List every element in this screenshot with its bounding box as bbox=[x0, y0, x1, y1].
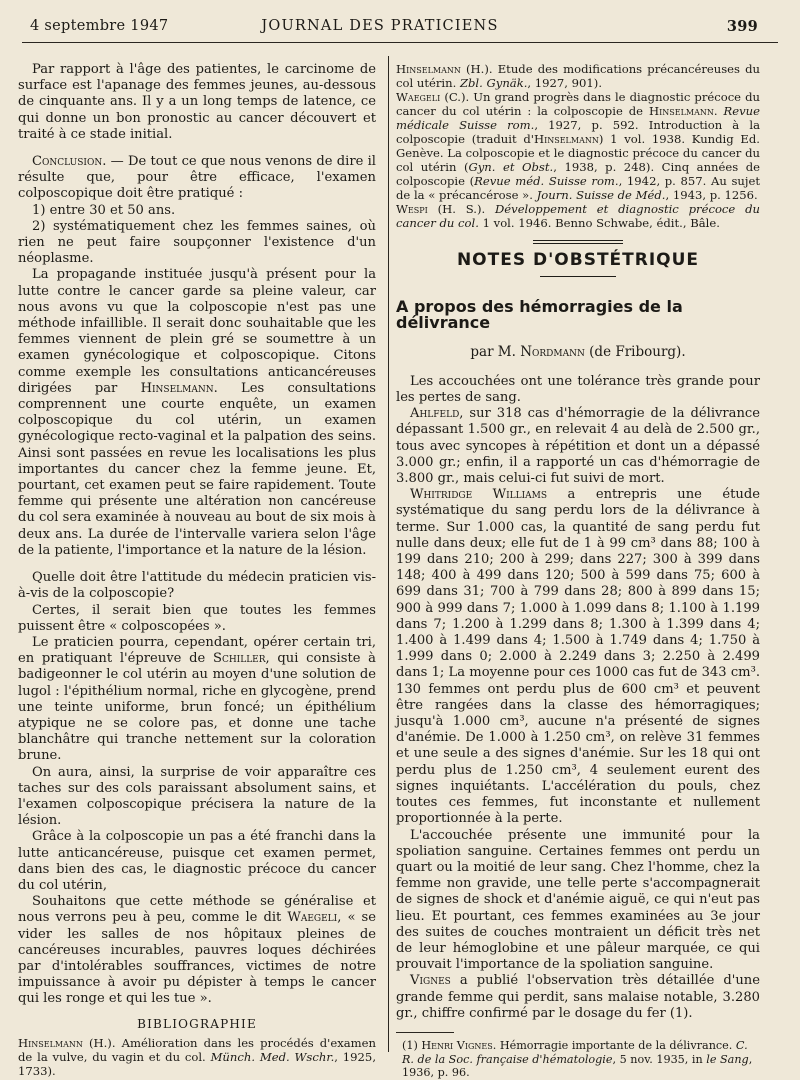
paragraph bbox=[396, 487, 760, 827]
footnote-marker: (1) bbox=[402, 1038, 422, 1052]
bib-journal: Journ. Suisse de Méd. bbox=[536, 188, 666, 202]
header-rule bbox=[22, 42, 778, 43]
text-run: , 1942, p. 857. Au sujet de la « précancérose ». bbox=[396, 174, 760, 202]
bib-author: Hinselmann bbox=[18, 1035, 83, 1050]
author-name: Ahlfeld bbox=[410, 406, 460, 422]
text-run: , 1943, p. 1256. bbox=[665, 188, 758, 202]
author-name: Nordmann bbox=[520, 343, 585, 360]
header-date: 4 septembre 1947 bbox=[30, 18, 169, 34]
author-name: Whitridge Williams bbox=[410, 487, 548, 503]
section-rule bbox=[540, 276, 616, 277]
text-run: , 1927, 901). bbox=[527, 76, 603, 90]
text-run: , 1936, p. 96. bbox=[402, 1052, 753, 1080]
bibliography-entry bbox=[6, 1036, 376, 1078]
section-heading: NOTES D'OBSTÉTRIQUE bbox=[456, 250, 700, 270]
bibliography-entry bbox=[384, 62, 760, 90]
conclusion-paragraph bbox=[18, 154, 376, 203]
header-journal-title: JOURNAL DES PRATICIENS bbox=[261, 18, 499, 34]
bib-journal: Revue méd. Suisse rom. bbox=[474, 174, 619, 188]
author-name: Schiller bbox=[212, 651, 266, 667]
paragraph: Grâce à la colposcopie un pas a été franchi dans la lutte anticancéreuse, puisque cet examen permet, dans bien des cas, le diagnostic précoce du cancer du col utérin, bbox=[18, 829, 376, 893]
conclusion-text: — De tout ce que nous venons de dire il résulte que, pour être efficace, l'examen colposcopique doit être pratiqué : bbox=[18, 154, 376, 202]
text-run: . Hémorragie importante de la délivrance. bbox=[492, 1038, 736, 1052]
text-run: . bbox=[713, 104, 724, 118]
text-run: , 1927, p. 592. Introduction à la colposcopie (traduit d' bbox=[396, 118, 760, 146]
bib-author: Hinselmann bbox=[396, 62, 461, 76]
bib-title: Développement et diagnostic précoce du cancer du col. bbox=[396, 202, 760, 230]
bib-journal: le Sang bbox=[706, 1052, 749, 1066]
paragraph bbox=[396, 406, 760, 487]
right-column bbox=[396, 62, 760, 1080]
text-run: (H.). Amélioration dans les procédés d'examen de la vulve, du vagin et du col. bbox=[18, 1035, 376, 1064]
footnote-rule bbox=[396, 1032, 454, 1033]
bib-author: Waegeli bbox=[396, 90, 441, 104]
text-run: . Les consultations comprennent une courte enquête, un examen colposcopique du col utérin, un examen gynécologique recto-vaginal et la palpation des seins. Ainsi sont passées en revue les localisations les plus importantes du cancer chez la femme jeune. Et, pourtant, cet examen peut se faire rapidement. Toute femme qui présente une altération non cancéreuse du col sera examinée à nouveau au bout de six mois à deux ans. La durée de l'intervalle variera selon l'âge de la patiente, l'importance et la nature de la lésion. bbox=[18, 380, 376, 558]
article-byline bbox=[396, 344, 760, 360]
paragraph: Certes, il serait bien que toutes les femmes puissent être « colposcopées ». bbox=[18, 602, 376, 634]
paragraph bbox=[18, 894, 376, 1007]
author-name: Hinselmann bbox=[533, 132, 599, 146]
text-run: par M. bbox=[470, 343, 521, 360]
left-column bbox=[18, 62, 376, 1078]
article-title: A propos des hémorragies de la délivrance bbox=[396, 297, 683, 333]
running-header bbox=[30, 18, 758, 40]
text-run: ) 1 vol. 1938. Kundig Ed. Genève. La colposcopie et le diagnostic précoce du cancer du col utérin ( bbox=[396, 132, 760, 174]
text-run: 1 vol. 1946. Benno Schwabe, édit., Bâle. bbox=[478, 216, 720, 230]
paragraph: On aura, ainsi, la surprise de voir apparaître ces taches sur des cols paraissant absolument sains, et l'examen colposcopique précisera la nature de la lésion. bbox=[18, 764, 376, 829]
author-name: Vignes bbox=[410, 973, 451, 989]
paragraph bbox=[396, 973, 760, 1022]
bibliography-heading: BIBLIOGRAPHIE bbox=[137, 1016, 257, 1031]
paragraph: Par rapport à l'âge des patientes, le carcinome de surface est l'apanage des femmes jeunes, au-dessous de cinquante ans. Il y a un long temps de latence, ce qui donne un bon pronostic au cancer découvert et traité à ce stade initial. bbox=[18, 62, 376, 142]
bib-journal: Zbl. Gynäk. bbox=[459, 76, 528, 90]
text-run: , 1925, 1733). bbox=[18, 1049, 376, 1078]
bibliography-entry bbox=[384, 90, 760, 202]
author-name: Hinselmann bbox=[649, 104, 714, 118]
paragraph bbox=[18, 635, 376, 765]
text-run: (H. S.). bbox=[427, 202, 495, 216]
text-run: (C.). Un grand progrès dans le diagnostic précoce du cancer du col utérin : la colposcopie de bbox=[396, 90, 760, 118]
paragraph: Quelle doit être l'attitude du médecin praticien vis-à-vis de la colposcopie? bbox=[18, 570, 376, 602]
text-run: Le praticien pourra, cependant, opérer certain tri, en pratiquant l'épreuve de bbox=[18, 634, 376, 667]
text-run: , sur 318 cas d'hémorragie de la délivrance dépassant 1.500 gr., en relevait 4 au delà de 2.500 gr., tous avec syncopes à répétition et dont un a dépassé 3.000 gr.; enfin, il a rapporté un cas d'hémorragie de 3.800 gr., mais celui-ci fut suivi de mort. bbox=[396, 406, 760, 487]
text-run: (de Fribourg). bbox=[584, 343, 686, 360]
bib-journal: Revue médicale Suisse rom. bbox=[396, 104, 760, 132]
text-run: , 1938, p. 248). Cinq années de colposcopie ( bbox=[396, 160, 760, 188]
section-separator bbox=[533, 240, 623, 244]
bib-author: Wespi bbox=[396, 202, 428, 216]
list-item: 1) entre 30 et 50 ans. bbox=[32, 202, 176, 218]
text-run: Souhaitons que cette méthode se généralise et nous verrons peu à peu, comme le dit bbox=[18, 894, 376, 926]
bibliography-entry bbox=[384, 202, 760, 230]
conclusion-label: Conclusion. bbox=[32, 154, 107, 170]
list-item: 2) systématiquement chez les femmes saines, où rien ne peut faire soupçonner l'existence d'un néoplasme. bbox=[18, 218, 376, 267]
author-name: Hinselmann bbox=[140, 380, 214, 396]
author-name: Henri Vignes bbox=[421, 1038, 493, 1052]
page-number: 399 bbox=[726, 18, 758, 35]
paragraph bbox=[18, 267, 376, 559]
footnote bbox=[396, 1039, 760, 1080]
text-run: , qui consiste à badigeonner le col utérin au moyen d'une solution de lugol : l'épithélium normal, riche en glycogène, prend une teinte uniforme, brun foncé; un épithélium atypique ne se colore pas, et donne une tache blanchâtre qui tranche nettement sur la coloration brune. bbox=[18, 651, 376, 764]
author-name: Waegeli bbox=[287, 910, 338, 926]
bib-journal: C. R. de la Soc. française d'hématologie bbox=[402, 1038, 748, 1066]
text-run: a entrepris une étude systématique du sang perdu lors de la délivrance à terme. Sur 1.000 cas, la quantité de sang perdu fut nulle dans deux; elle fut de 1 à 99 cm³ dans 88; 100 à 199 dans 210; 200 à 299; dans 227; 300 à 399 dans 148; 400 à 499 dans 120; 500 à 599 dans 75; 600 à 699 dans 31; 700 à 799 dans 28; 800 à 899 dans 15; 900 à 999 dans 7; 1.000 à 1.099 dans 8; 1.100 à 1.199 dans 7; 1.200 à 1.299 dans 8; 1.300 à 1.399 dans 4; 1.400 à 1.499 dans 4; 1.500 à 1.749 dans 4; 1.750 à 1.999 dans 0; 2.000 à 2.249 dans 3; 2.250 à 2.499 dans 1; La moyenne pour ces 1000 cas fut de 343 cm³. 130 femmes ont perdu plus de 600 cm³ et peuvent être rangées dans la classe des hémorragiques; jusqu'à 1.000 cm³, aucune n'a présenté de signes d'anémie. De 1.000 à 1.250 cm³, on relève 31 femmes et une seule a des signes d'anémie. Sur les 18 qui ont perdu plus de 1.250 cm³, 4 seulement eurent des signes inquiétants. L'accélération du pouls, chez toutes ces femmes, fut inconstante et nullement proportionnée à la perte. bbox=[396, 487, 760, 827]
text-run: , « se vider les salles de nos hôpitaux pleines de cancéreuses incurables, pauvres loques déchirées par d'intolérables souffrances, victimes de notre impuissance à avoir pu dépister à temps le cancer qui les ronge et qui les tue ». bbox=[18, 910, 376, 1007]
paragraph: Les accouchées ont une tolérance très grande pour les pertes de sang. bbox=[396, 373, 760, 406]
text-run: a publié l'observation très détaillée d'une grande femme qui perdit, sans malaise notable, 3.280 gr., chiffre confirmé par le dosage du fer (1). bbox=[396, 973, 760, 1021]
text-run: La propagande instituée jusqu'à présent pour la lutte contre le cancer garde sa pleine valeur, car nous avons vu que la colposcopie n'est pas une méthode infaillible. Il serait donc souhaitable que les femmes viennent de plein gré se soumettre à un examen gynécologique et colposcopique. Citons comme exemple les consultations anticancéreuses dirigées par bbox=[18, 267, 376, 396]
paragraph: L'accouchée présente une immunité pour la spoliation sanguine. Certaines femmes ont perdu un quart ou la moitié de leur sang. Chez l'homme, chez la femme non gravide, une telle perte s'accompagnerait de signes de shock et d'anémie aiguë, ce qui n'eut pas lieu. Et pourtant, ces femmes examinées au 3e jour des suites de couches montraient un déficit très net de leur hémoglobine et une pâleur marquée, ce qui prouvait l'importance de la spoliation sanguine. bbox=[396, 827, 760, 973]
bib-journal: Gyn. et Obst. bbox=[468, 160, 554, 174]
text-run: (H.). Etude des modifications précancéreuses du col utérin. bbox=[396, 62, 760, 90]
bib-journal: Münch. Med. Wschr. bbox=[210, 1049, 335, 1064]
text-run: , 5 nov. 1935, in bbox=[612, 1052, 707, 1066]
